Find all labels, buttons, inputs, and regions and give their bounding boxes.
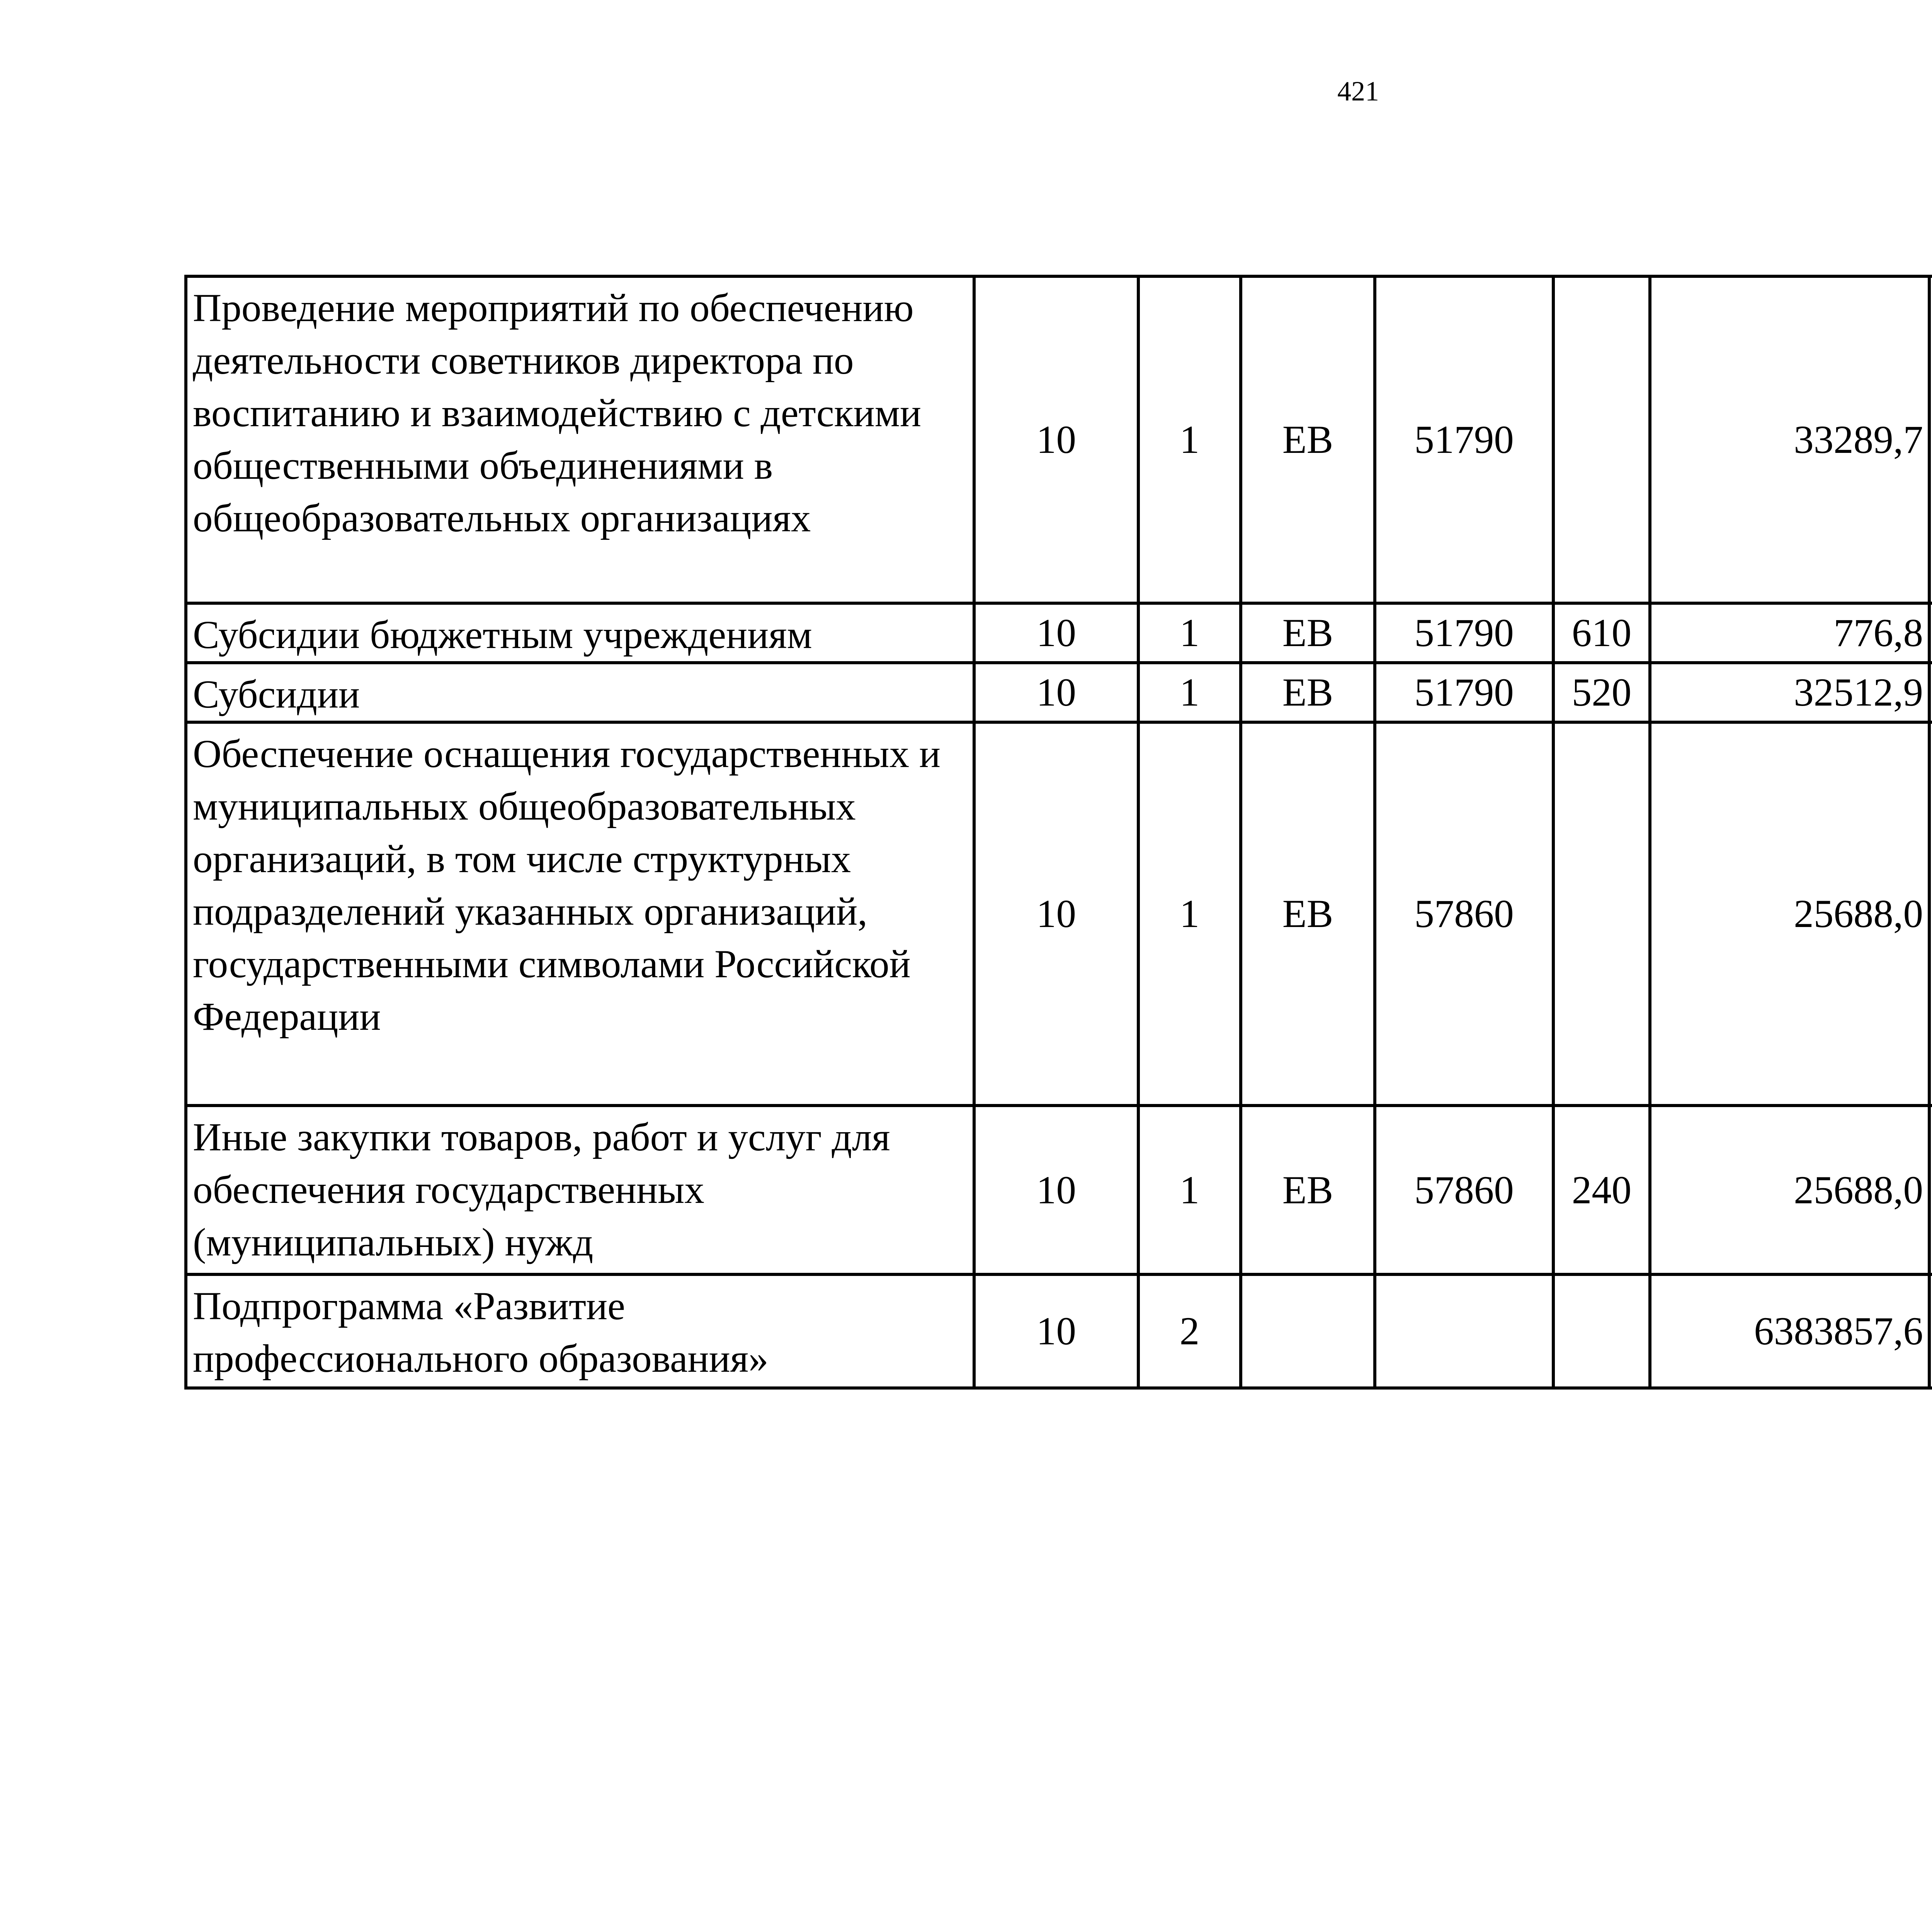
program-code bbox=[1241, 1274, 1375, 1388]
row-name: Иные закупки товаров, работ и услуг для обеспечения государственных (муниципальных) нужд bbox=[186, 1106, 974, 1274]
program-code: ЕВ bbox=[1241, 722, 1375, 1106]
section-code: 10 bbox=[974, 1106, 1138, 1274]
section-code: 10 bbox=[974, 276, 1138, 603]
direction-code: 51790 bbox=[1375, 603, 1553, 663]
amount-year-2 bbox=[1929, 663, 1932, 722]
amount-year-2 bbox=[1929, 1106, 1932, 1274]
program-code: ЕВ bbox=[1241, 663, 1375, 722]
expense-type-code: 240 bbox=[1553, 1106, 1650, 1274]
amount-year-2 bbox=[1929, 276, 1932, 603]
amount-year-1: 32512,9 bbox=[1650, 663, 1929, 722]
table-row bbox=[186, 603, 1932, 663]
amount-year-2 bbox=[1929, 722, 1932, 1106]
budget-table bbox=[184, 275, 1932, 1390]
expense-type-code: 610 bbox=[1553, 603, 1650, 663]
table-row bbox=[186, 276, 1932, 603]
subsection-code: 1 bbox=[1138, 603, 1241, 663]
table-row bbox=[186, 722, 1932, 1106]
row-name: Проведение мероприятий по обеспечению деятельности советников директора по воспитанию и взаимодействию с детскими общественными объединениями в общеобразовательных организациях bbox=[186, 276, 974, 603]
section-code: 10 bbox=[974, 663, 1138, 722]
direction-code: 57860 bbox=[1375, 722, 1553, 1106]
row-name: Субсидии бюджетным учреждениям bbox=[186, 603, 974, 663]
expense-type-code bbox=[1553, 276, 1650, 603]
amount-year-1: 25688,0 bbox=[1650, 1106, 1929, 1274]
row-name: Субсидии bbox=[186, 663, 974, 722]
table-row bbox=[186, 1274, 1932, 1388]
table-row bbox=[186, 1106, 1932, 1274]
amount-year-2 bbox=[1929, 1274, 1932, 1388]
program-code: ЕВ bbox=[1241, 603, 1375, 663]
table-row bbox=[186, 663, 1932, 722]
expense-type-code bbox=[1553, 722, 1650, 1106]
direction-code: 57860 bbox=[1375, 1106, 1553, 1274]
section-code: 10 bbox=[974, 603, 1138, 663]
row-name: Подпрограмма «Развитие профессионального образования» bbox=[186, 1274, 974, 1388]
amount-year-1: 776,8 bbox=[1650, 603, 1929, 663]
amount-year-1: 25688,0 bbox=[1650, 722, 1929, 1106]
subsection-code: 1 bbox=[1138, 722, 1241, 1106]
subsection-code: 1 bbox=[1138, 663, 1241, 722]
amount-year-1: 33289,7 bbox=[1650, 276, 1929, 603]
page-number: 421 bbox=[1337, 76, 1379, 107]
amount-year-1: 6383857,6 bbox=[1650, 1274, 1929, 1388]
row-name: Обеспечение оснащения государственных и муниципальных общеобразовательных организаций, в том числе структурных подразделений указанных организаций, государственными символами Российской Федерации bbox=[186, 722, 974, 1106]
subsection-code: 2 bbox=[1138, 1274, 1241, 1388]
expense-type-code bbox=[1553, 1274, 1650, 1388]
subsection-code: 1 bbox=[1138, 276, 1241, 603]
subsection-code: 1 bbox=[1138, 1106, 1241, 1274]
direction-code: 51790 bbox=[1375, 663, 1553, 722]
expense-type-code: 520 bbox=[1553, 663, 1650, 722]
amount-year-2 bbox=[1929, 603, 1932, 663]
section-code: 10 bbox=[974, 1274, 1138, 1388]
direction-code bbox=[1375, 1274, 1553, 1388]
direction-code: 51790 bbox=[1375, 276, 1553, 603]
section-code: 10 bbox=[974, 722, 1138, 1106]
program-code: ЕВ bbox=[1241, 1106, 1375, 1274]
program-code: ЕВ bbox=[1241, 276, 1375, 603]
